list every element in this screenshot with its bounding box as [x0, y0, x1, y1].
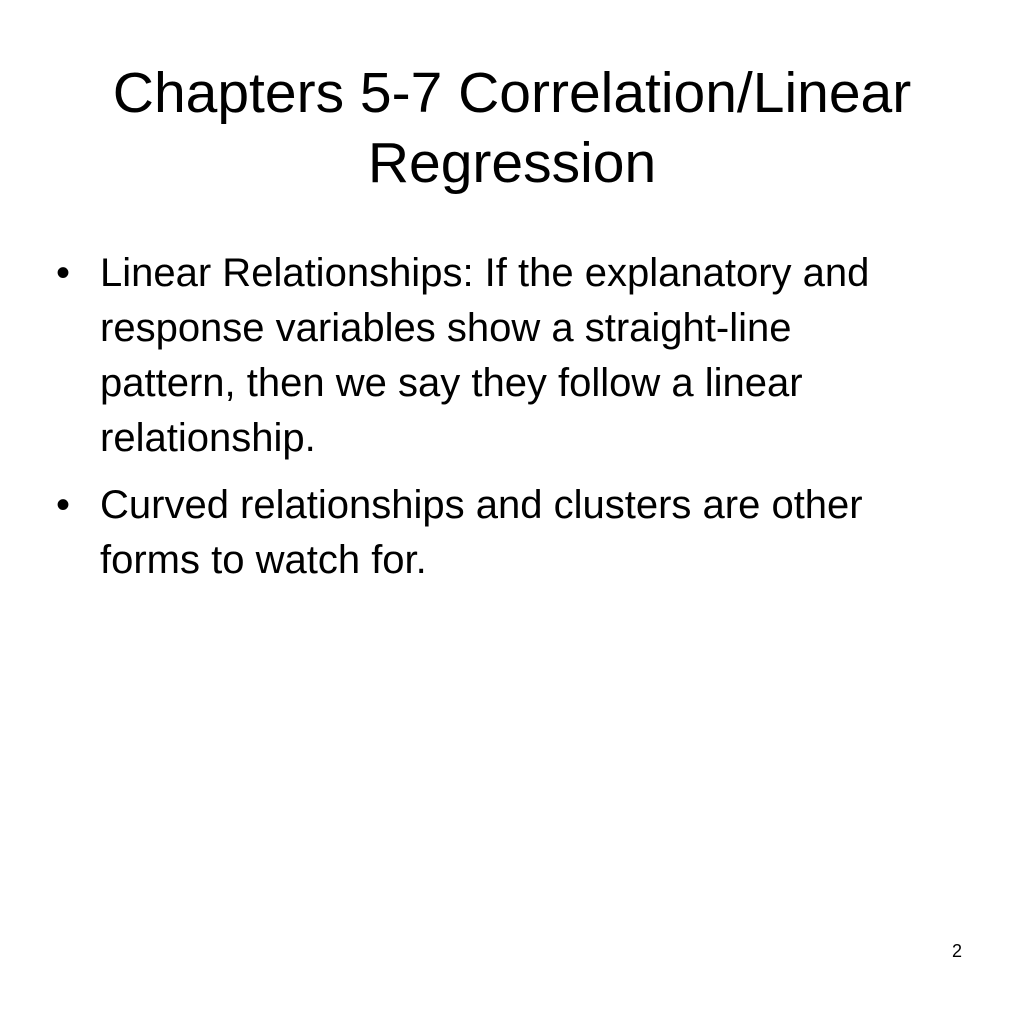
bullet-icon: •: [56, 483, 71, 527]
bullet-list: [56, 246, 936, 600]
page-number: 2: [951, 941, 962, 961]
bullet-item-linear-relationships: [56, 246, 936, 466]
bullet-item-curved-relationships: [56, 478, 936, 588]
bullet-icon: •: [56, 251, 71, 295]
bullet-text: Curved relationships and clusters are other forms to watch for.: [100, 483, 863, 582]
bullet-text: Linear Relationships: If the explanatory and response variables show a straight-line pattern, then we say they follow a linear relationship.: [100, 251, 870, 460]
slide-title: Chapters 5-7 Correlation/Linear Regression: [112, 61, 912, 195]
